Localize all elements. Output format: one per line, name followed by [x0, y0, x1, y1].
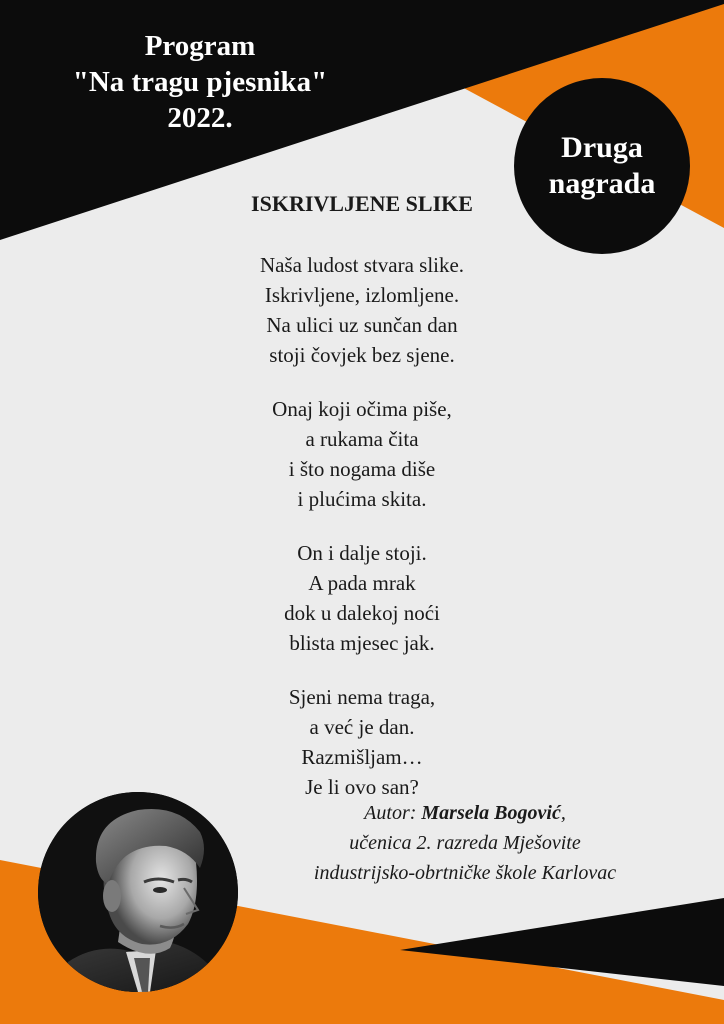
program-label: Program	[144, 30, 256, 62]
poem-body	[112, 250, 612, 826]
author-line-3: industrijsko-obrtničke škole Karlovac	[313, 862, 617, 884]
author-line-1	[250, 798, 680, 828]
award-badge	[514, 78, 690, 254]
poem-line: A pada mrak	[308, 571, 416, 595]
stanza-3	[112, 538, 612, 658]
stanza-2	[112, 394, 612, 514]
poem-line: Iskrivljene, izlomljene.	[264, 283, 460, 307]
poem-title: ISKRIVLJENE SLIKE	[251, 191, 473, 216]
program-year: 2022.	[167, 102, 233, 134]
stanza-1	[112, 250, 612, 370]
author-comma: ,	[560, 802, 566, 824]
poem-line: Je li ovo san?	[305, 775, 419, 799]
author-credit	[250, 798, 680, 888]
poem-line: a već je dan.	[309, 715, 415, 739]
program-name: "Na tragu pjesnika"	[72, 66, 328, 98]
poem-line: dok u dalekoj noći	[284, 601, 440, 625]
program-title	[10, 28, 390, 136]
author-line-2: učenica 2. razreda Mješovite	[349, 832, 581, 854]
poem-line: blista mjesec jak.	[289, 631, 435, 655]
poem-line: Na ulici uz sunčan dan	[266, 313, 458, 337]
poem-line: i plućima skita.	[297, 487, 427, 511]
poem-line: On i dalje stoji.	[297, 541, 427, 565]
poem-line: Sjeni nema traga,	[288, 685, 436, 709]
stanza-4	[112, 682, 612, 802]
author-name: Marsela Bogović	[421, 802, 561, 824]
award-line1: Druga	[561, 131, 643, 164]
award-line2: nagrada	[548, 167, 656, 200]
author-label: Autor:	[364, 802, 417, 824]
poem-line: stoji čovjek bez sjene.	[269, 343, 455, 367]
poem-line: Onaj koji očima piše,	[272, 397, 452, 421]
poem-line: a rukama čita	[305, 427, 419, 451]
portrait-image	[38, 792, 238, 992]
poem-line: i što nogama diše	[288, 457, 436, 481]
portrait-photo	[38, 792, 238, 992]
poem-line: Naša ludost stvara slike.	[259, 253, 465, 277]
poem-line: Razmišljam…	[301, 745, 423, 769]
